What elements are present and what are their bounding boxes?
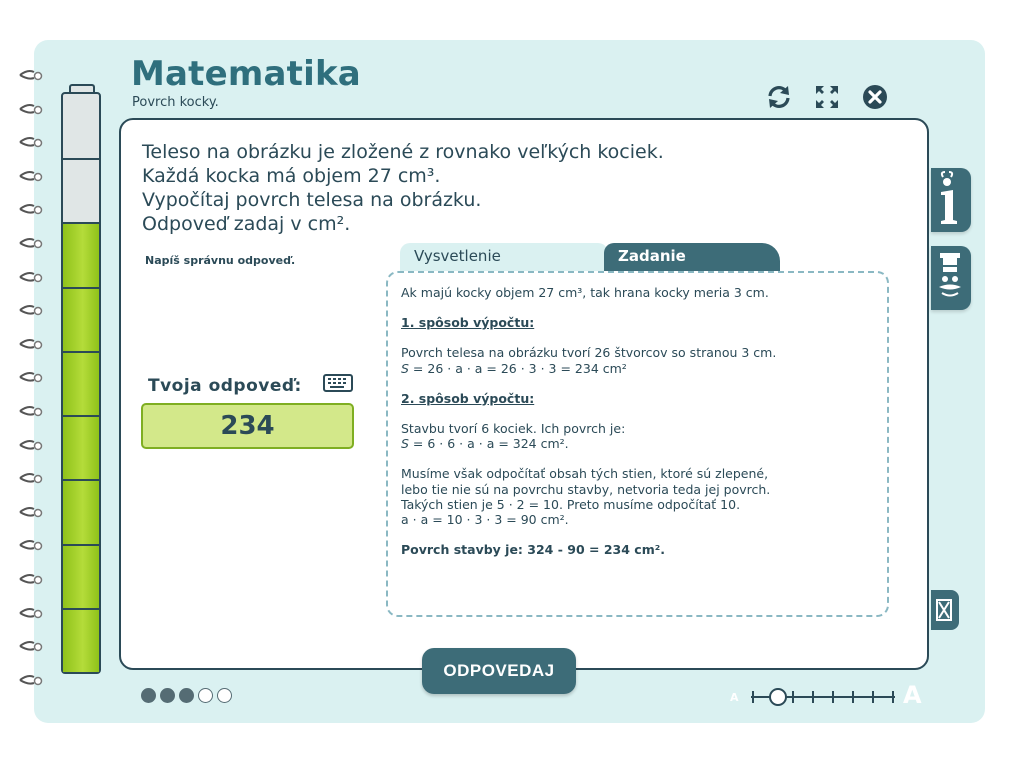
spiral-ring — [18, 268, 44, 280]
help-character-tab[interactable] — [931, 246, 971, 310]
submit-answer-button[interactable]: ODPOVEDAJ — [422, 648, 576, 694]
spiral-ring — [18, 503, 44, 515]
method2-title: 2. spôsob výpočtu: — [401, 390, 535, 406]
progress-segment — [63, 351, 99, 415]
tab-zadanie[interactable]: Zadanie — [604, 243, 780, 271]
progress-segment — [63, 222, 99, 286]
method1-text: Povrch telesa na obrázku tvorí 26 štvorcov so stranou 3 cm. — [401, 345, 777, 361]
spiral-ring — [18, 335, 44, 347]
spiral-ring — [18, 469, 44, 481]
keyboard-icon[interactable] — [323, 374, 353, 392]
spiral-ring — [18, 402, 44, 414]
question-text — [142, 140, 664, 236]
progress-segment — [63, 287, 99, 351]
answer-label: Tvoja odpoveď: — [148, 376, 302, 396]
progress-segment — [63, 158, 99, 222]
font-size-slider[interactable] — [749, 687, 897, 707]
method2-formula: S = 6 · 6 · a · a = 324 cm². — [401, 436, 569, 452]
explanation-box — [386, 271, 889, 617]
hourglass-icon — [931, 590, 959, 630]
subtract-line: Takých stien je 5 · 2 = 10. Preto musíme odpočítať 10. — [401, 496, 741, 512]
spiral-ring — [18, 671, 44, 683]
method1-formula: S = 26 · a · a = 26 · 3 · 3 = 234 cm² — [401, 360, 627, 376]
spiral-ring — [18, 368, 44, 380]
pager-dot[interactable] — [141, 688, 156, 703]
progress-segment — [63, 544, 99, 608]
answer-input[interactable]: 234 — [141, 403, 354, 449]
spiral-ring — [18, 200, 44, 212]
pager-dot[interactable] — [179, 688, 194, 703]
page-subtitle: Povrch kocky. — [132, 95, 219, 110]
spiral-ring — [18, 133, 44, 145]
question-line-2: Každá kocka má objem 27 cm³. — [142, 165, 441, 187]
tab-vysvetlenie[interactable]: Vysvetlenie — [400, 243, 608, 271]
spiral-ring — [18, 234, 44, 246]
mascot-icon — [931, 246, 971, 310]
subtract-line: Musíme však odpočítať obsah tých stien, ktoré sú zlepené, — [401, 466, 769, 482]
subtract-line: a · a = 10 · 3 · 3 = 90 cm². — [401, 512, 569, 528]
page-title: Matematika — [131, 54, 361, 94]
info-tab[interactable] — [931, 168, 971, 232]
explanation-intro: Ak majú kocky objem 27 cm³, tak hrana kocky meria 3 cm. — [401, 285, 769, 300]
spiral-ring — [18, 604, 44, 616]
spiral-ring — [18, 436, 44, 448]
progress-segment — [63, 415, 99, 479]
question-line-4: Odpoveď zadaj v cm². — [142, 213, 351, 235]
fullscreen-icon[interactable] — [814, 84, 840, 110]
progress-segment — [63, 94, 99, 158]
progress-column — [61, 92, 101, 674]
question-line-1: Teleso na obrázku je zložené z rovnako veľkých kociek. — [142, 141, 664, 163]
variable-s: S — [401, 360, 409, 376]
hourglass-button[interactable] — [931, 590, 959, 630]
spiral-ring — [18, 167, 44, 179]
font-size-large-label: A — [903, 681, 922, 709]
progress-segment — [63, 608, 99, 672]
font-size-slider-knob[interactable] — [770, 689, 786, 705]
instruction-hint: Napíš správnu odpoveď. — [145, 254, 296, 267]
spiral-ring — [18, 100, 44, 112]
close-icon[interactable] — [862, 84, 888, 110]
spiral-ring — [18, 301, 44, 313]
spiral-ring — [18, 637, 44, 649]
pager-dot[interactable] — [198, 688, 213, 703]
exercise-pager — [141, 688, 232, 703]
font-size-small-label: A — [730, 691, 739, 704]
method1-title: 1. spôsob výpočtu: — [401, 315, 535, 331]
pager-dot[interactable] — [160, 688, 175, 703]
subtract-line: lebo tie nie sú na povrchu stavby, netvoria teda jej povrch. — [401, 481, 771, 497]
question-line-3: Vypočítaj povrch telesa na obrázku. — [142, 189, 482, 211]
method2-text: Stavbu tvorí 6 kociek. Ich povrch je: — [401, 421, 626, 437]
spiral-ring — [18, 66, 44, 78]
spiral-ring — [18, 536, 44, 548]
refresh-icon[interactable] — [766, 84, 792, 110]
pager-dot[interactable] — [217, 688, 232, 703]
spiral-ring — [18, 570, 44, 582]
info-icon — [931, 168, 971, 232]
variable-s: S — [401, 436, 409, 452]
progress-segment — [63, 479, 99, 543]
explanation-result: Povrch stavby je: 324 - 90 = 234 cm². — [401, 542, 665, 558]
